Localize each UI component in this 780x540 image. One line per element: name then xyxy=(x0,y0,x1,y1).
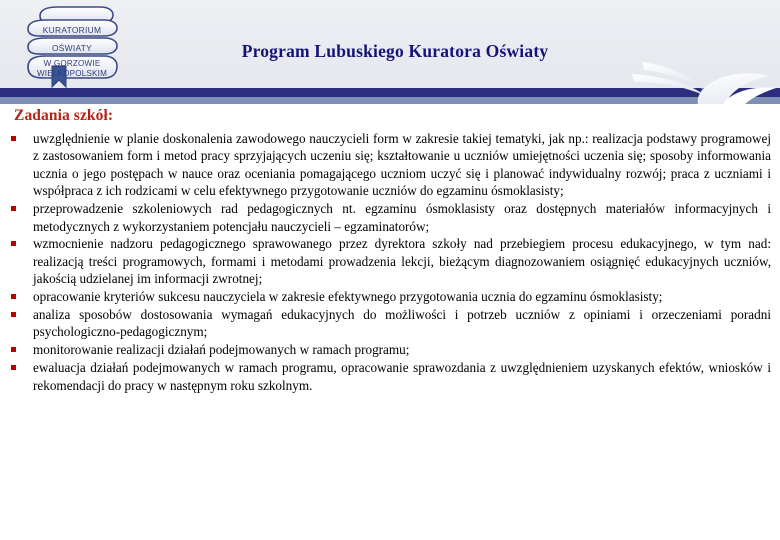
header-divider-top xyxy=(0,88,780,97)
list-item-text: opracowanie kryteriów sukcesu nauczyciela w zakresie efektywnego przygotowania ucznia do egzaminu ósmoklasisty; xyxy=(33,289,663,305)
list-item-text: monitorowanie realizacji działań podejmowanych w ramach programu; xyxy=(33,342,410,358)
bullet-square-icon xyxy=(11,312,16,317)
list-item xyxy=(0,235,780,287)
slide-header xyxy=(0,0,780,104)
list-item xyxy=(0,200,780,235)
logo-book-icon xyxy=(14,4,126,88)
section-heading: Zadania szkół: xyxy=(14,107,114,124)
logo-line-3: W GORZOWIE xyxy=(43,59,101,68)
bullet-square-icon xyxy=(11,206,16,211)
logo-line-1: KURATORIUM xyxy=(42,25,102,35)
bullet-square-icon xyxy=(11,136,16,141)
page-title: Program Lubuskiego Kuratora Oświaty xyxy=(241,41,549,61)
list-item-text: ewaluacja działań podejmowanych w ramach programu, opracowanie sprawozdania z uwzględnieniem uzyskanych efektów, wniosków i rekomendacji do pracy w następnym roku szkolnym. xyxy=(33,360,771,393)
slide-content xyxy=(0,104,780,540)
list-item-text: analiza sposobów dostosowania wymagań edukacyjnych do możliwości i potrzeb uczniów z opiniami i orzeczeniami poradni psychologiczno-pedagogicznym; xyxy=(33,307,771,340)
bullet-square-icon xyxy=(11,365,16,370)
list-item xyxy=(0,306,780,341)
tasks-list xyxy=(0,130,780,395)
list-item xyxy=(0,341,780,358)
list-item-text: uwzględnienie w planie doskonalenia zawodowego nauczycieli form w zakresie takiej tematyki, jak np.: realizacja podstawy programowej z zastosowaniem form i metod pracy sprzyjających uczeniu się; kształtowanie u uczniów umiejętności uczenia się; sposoby informowania ucznia o jego postępach w nauce oraz oceniania pomagającego uczniom uczyć się i planować indywidualny rozwój; praca z uczniami i współpraca z ich rodzicami w celu efektywnego przygotowanie uczniów do egzaminu ósmoklasisty; xyxy=(33,131,771,199)
bullet-square-icon xyxy=(11,294,16,299)
list-item xyxy=(0,288,780,305)
list-item-text: przeprowadzenie szkoleniowych rad pedagogicznych nt. egzaminu ósmoklasisty oraz dostępnych materiałów informacyjnych i metodycznych z wykorzystaniem potencjału nauczycieli – egzaminatorów; xyxy=(33,201,771,234)
logo-line-4: WIELKOPOLSKIM xyxy=(36,69,108,78)
logo-line-2: OŚWIATY xyxy=(51,43,93,53)
list-item xyxy=(0,359,780,394)
bullet-square-icon xyxy=(11,347,16,352)
list-item-text: wzmocnienie nadzoru pedagogicznego sprawowanego przez dyrektora szkoły nad przebiegiem procesu edukacyjnego, w tym nad: realizacją treści programowych, formami i metodami prowadzenia lekcji, bieżącym diagnozowaniem osiągnięć edukacyjnych uczniów, jakością udzielanej im informacji zwrotnej; xyxy=(33,236,771,287)
list-item xyxy=(0,130,780,200)
bullet-square-icon xyxy=(11,241,16,246)
kuratorium-logo xyxy=(14,4,126,88)
